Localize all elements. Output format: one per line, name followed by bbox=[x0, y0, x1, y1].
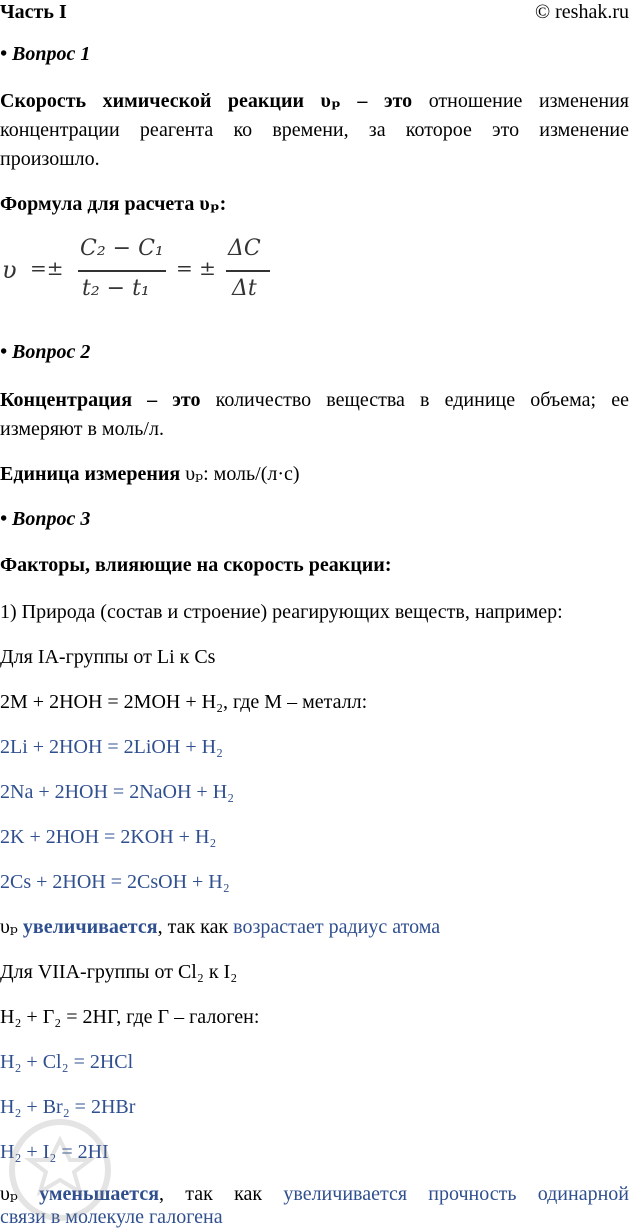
decrease-mid: , так как bbox=[159, 1183, 283, 1205]
rate-definition-line3: произошло. bbox=[0, 145, 629, 174]
decrease-reason-1: увеличивается прочность одинарной bbox=[283, 1183, 629, 1205]
formula-denominator: t₂ − t₁ bbox=[82, 276, 150, 301]
equation-li: 2Li + 2HOH = 2LiOH + H₂ bbox=[0, 735, 223, 759]
part-heading: Часть I bbox=[0, 0, 67, 24]
decrease-bold: уменьшается bbox=[39, 1183, 159, 1205]
rate-definition-rest: отношение изменения bbox=[412, 90, 629, 112]
formula-eq-pm-2: = ± bbox=[176, 256, 216, 280]
formula-label: Формула для расчета υₚ: bbox=[0, 192, 226, 216]
concentration-bold: Концентрация – это bbox=[0, 389, 201, 411]
factors-heading: Факторы, влияющие на скорость реакции: bbox=[0, 553, 391, 577]
equation-cs: 2Cs + 2HOH = 2CsOH + H₂ bbox=[0, 870, 230, 894]
increase-reason: возрастает радиус атома bbox=[233, 916, 440, 938]
fraction-bar-1 bbox=[78, 270, 166, 272]
equation-br: H₂ + Br₂ = 2HBr bbox=[0, 1095, 135, 1119]
equation-k: 2K + 2HOH = 2KOH + H₂ bbox=[0, 825, 216, 849]
formula-v: υ bbox=[2, 256, 17, 284]
increase-bold: увеличивается bbox=[23, 916, 158, 938]
rate-definition bbox=[0, 87, 629, 174]
unit-line bbox=[0, 462, 300, 486]
fraction-bar-2 bbox=[226, 270, 270, 272]
increase-v: υₚ bbox=[0, 916, 23, 938]
rate-formula bbox=[0, 232, 300, 312]
question-2-title: • Вопрос 2 bbox=[0, 340, 90, 364]
unit-rest: υₚ: моль/(л·с) bbox=[180, 463, 299, 485]
question-1-title: • Вопрос 1 bbox=[0, 42, 90, 66]
equation-i: H₂ + I₂ = 2HI bbox=[0, 1140, 109, 1164]
group-viia: Для VIIA-группы от Cl₂ к I₂ bbox=[0, 960, 237, 984]
question-3-title: • Вопрос 3 bbox=[0, 507, 90, 531]
equation-na: 2Na + 2HOH = 2NaOH + H₂ bbox=[0, 780, 234, 804]
concentration-rest: количество вещества в единице объема; ее bbox=[201, 389, 629, 411]
increase-statement bbox=[0, 915, 440, 939]
concentration-line2: измеряют в моль/л. bbox=[0, 415, 629, 444]
unit-bold: Единица измерения bbox=[0, 463, 180, 485]
formula-eq-pm: =± bbox=[30, 256, 64, 280]
general-equation-2: H₂ + Г₂ = 2HГ, где Г – галоген: bbox=[0, 1005, 259, 1029]
decrease-reason-2: связи в молекуле галогена bbox=[0, 1203, 629, 1232]
general-equation-1: 2M + 2HOH = 2MOH + H₂, где M – металл: bbox=[0, 690, 367, 714]
equation-cl: H₂ + Cl₂ = 2HCl bbox=[0, 1050, 133, 1074]
watermark-logo bbox=[0, 1080, 190, 1230]
rate-definition-bold: Скорость химической реакции υₚ – это bbox=[0, 90, 412, 112]
factor-nature: 1) Природа (состав и строение) реагирующих веществ, например: bbox=[0, 600, 563, 624]
formula-numerator: C₂ − C₁ bbox=[80, 236, 164, 261]
formula-numerator-2: ΔC bbox=[228, 236, 261, 261]
increase-mid: , так как bbox=[158, 916, 234, 938]
concentration-definition bbox=[0, 386, 629, 444]
formula-denominator-2: Δt bbox=[232, 276, 257, 301]
rate-definition-line2: концентрации реагента ко времени, за которое это изменение bbox=[0, 116, 629, 145]
group-ia: Для IA-группы от Li к Cs bbox=[0, 645, 215, 669]
decrease-v: υₚ bbox=[0, 1183, 39, 1205]
site-credit: © reshak.ru bbox=[535, 0, 629, 24]
